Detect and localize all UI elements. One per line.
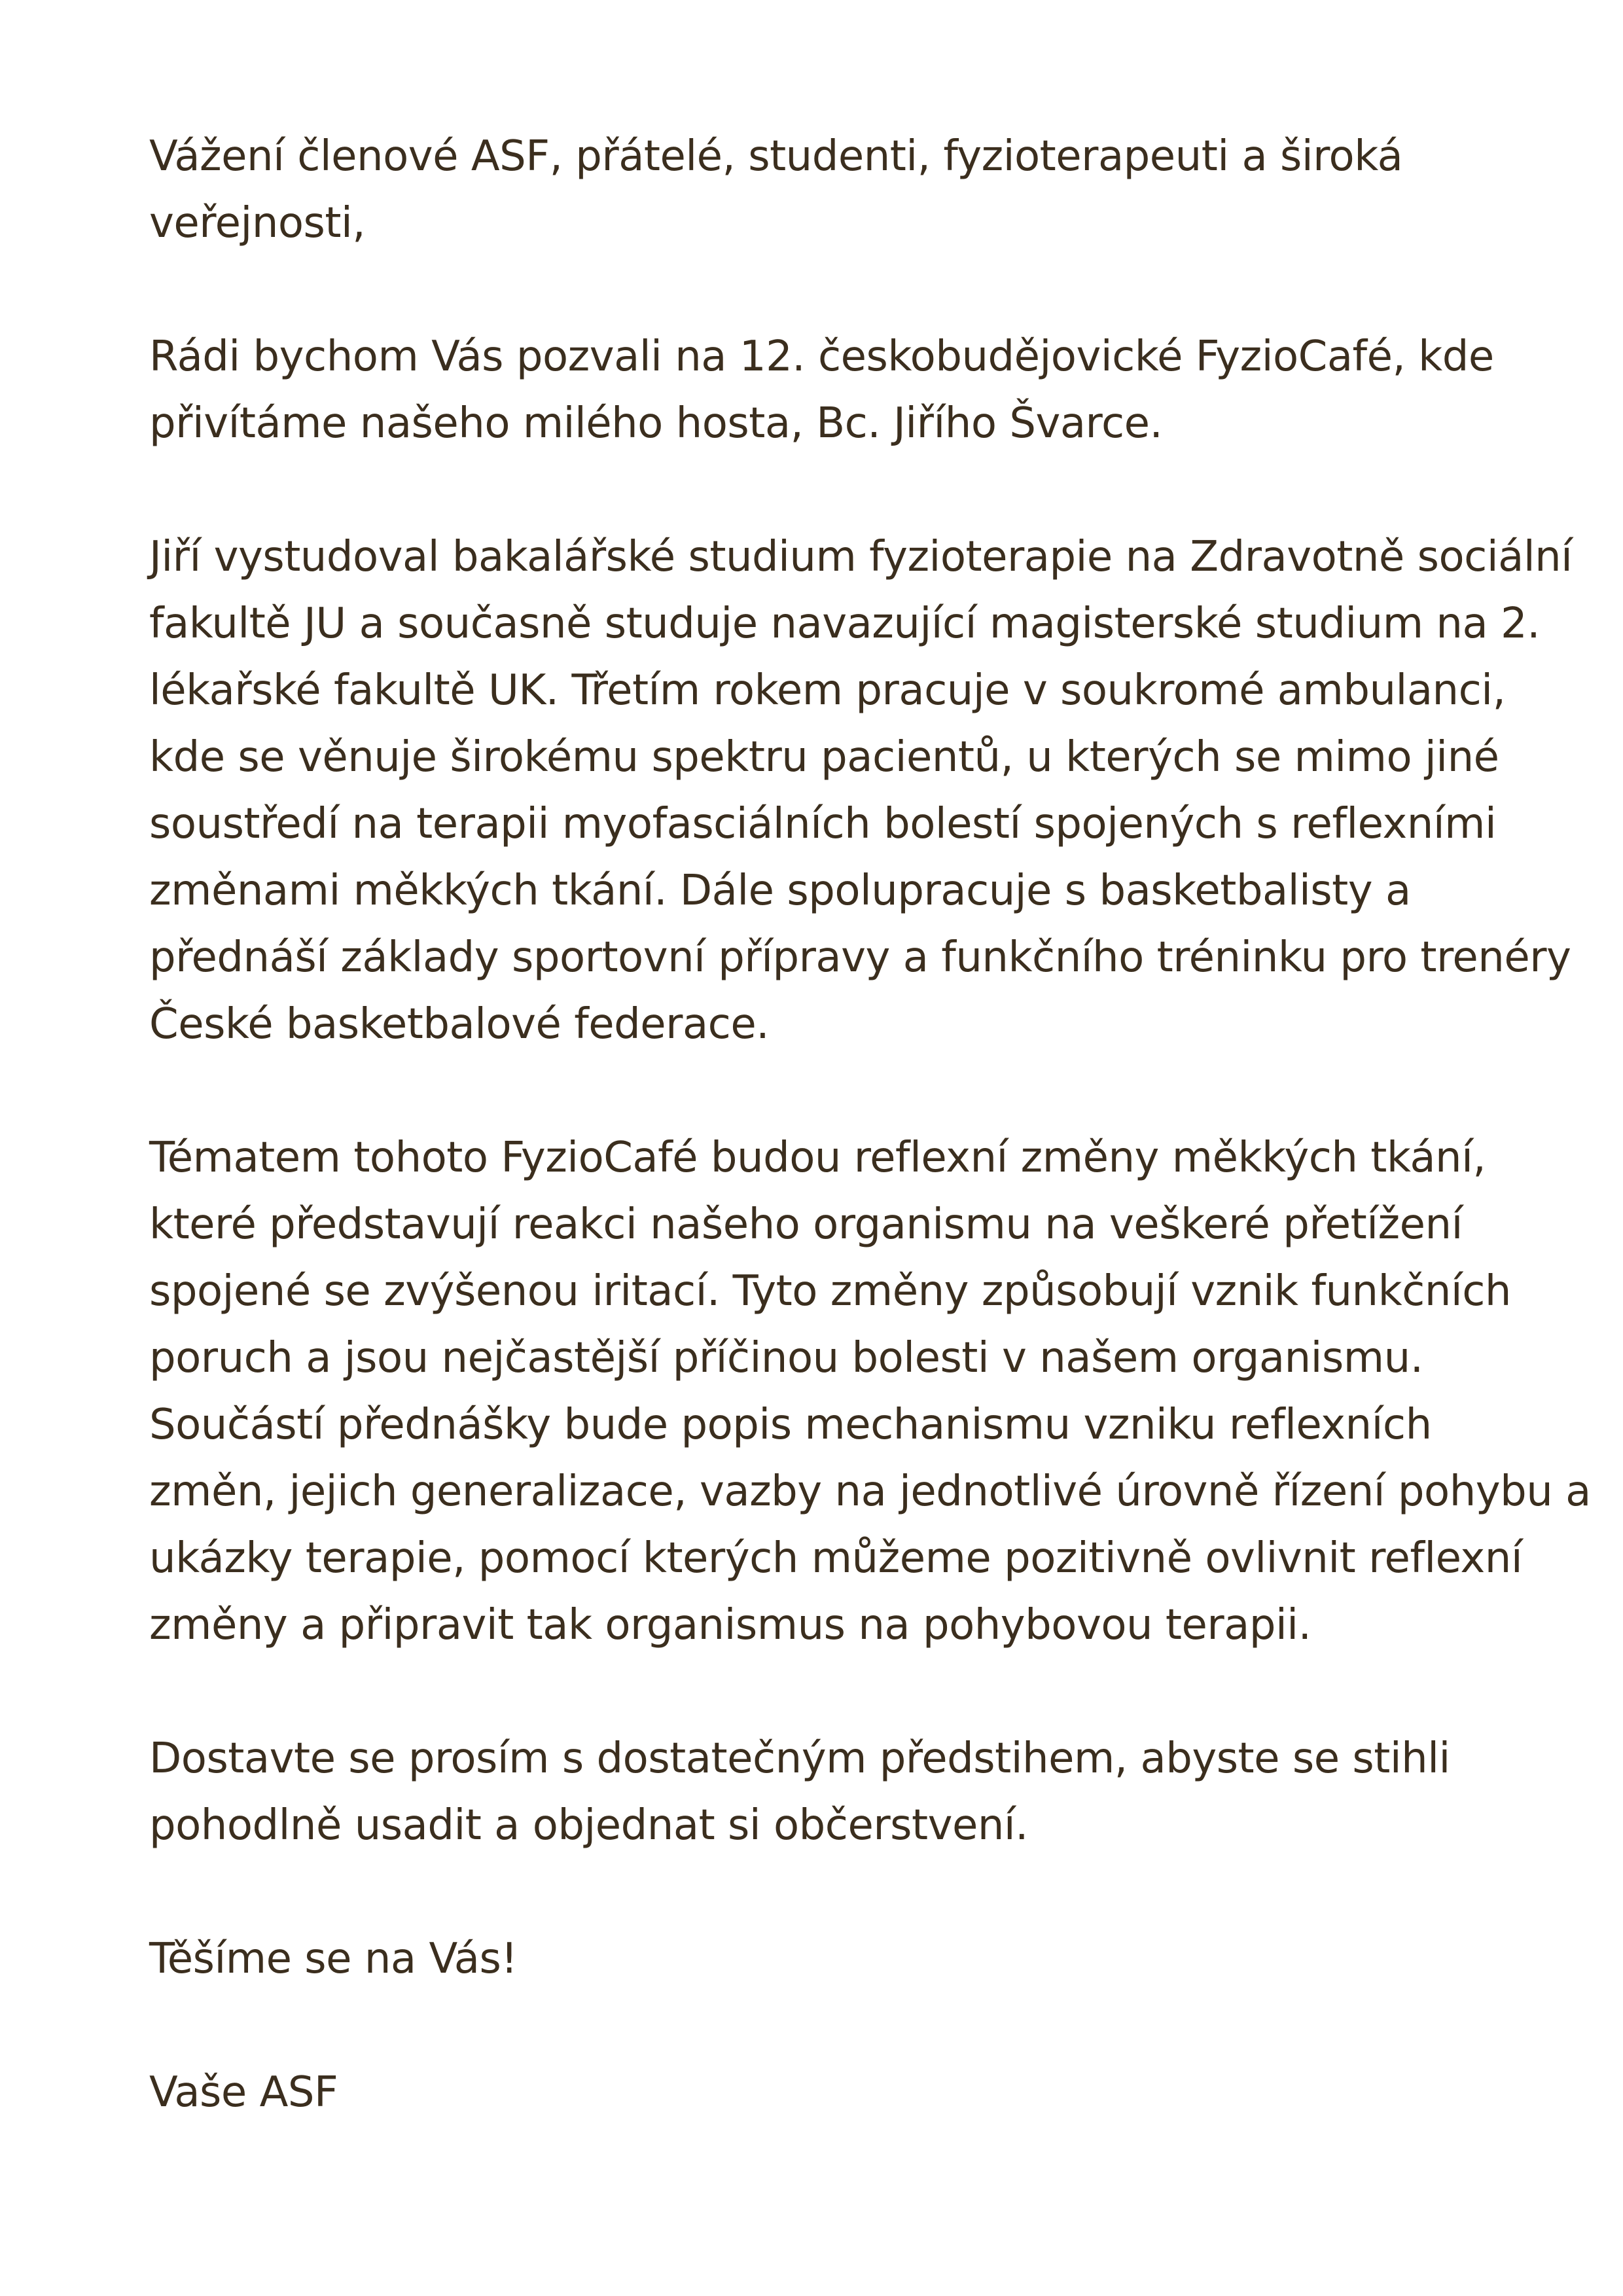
- text-line: změn, jejich generalizace, vazby na jednotlivé úrovně řízení pohybu a: [149, 1467, 1591, 1516]
- text-line: které představují reakci našeho organismu na veškeré přetížení: [149, 1200, 1463, 1249]
- text-line: přivítáme našeho milého hosta, Bc. Jiřího Švarce.: [149, 399, 1163, 448]
- text-line: Jiří vystudoval bakalářské studium fyzioterapie na Zdravotně sociální: [149, 533, 1573, 581]
- text-line: Součástí přednášky bude popis mechanismu vzniku reflexních: [149, 1401, 1432, 1449]
- text-line: lékařské fakultě UK. Třetím rokem pracuje v soukromé ambulanci,: [149, 666, 1506, 715]
- text-line: Rádi bychom Vás pozvali na 12. českobudějovické FyzioCafé, kde: [149, 332, 1494, 381]
- text-line: změnami měkkých tkání. Dále spolupracuje s basketbalisty a: [149, 867, 1411, 915]
- arrival-note-paragraph: [149, 1725, 1524, 1859]
- text-line: Tématem tohoto FyzioCafé budou reflexní změny měkkých tkání,: [149, 1134, 1486, 1182]
- text-line: Vaše ASF: [149, 2068, 338, 2117]
- text-line: poruch a jsou nejčastější příčinou bolesti v našem organismu.: [149, 1334, 1423, 1382]
- text-line: soustředí na terapii myofasciálních bolestí spojených s reflexními: [149, 800, 1497, 848]
- text-line: pohodlně usadit a objednat si občerstvení.: [149, 1801, 1028, 1850]
- topic-paragraph: [149, 1124, 1591, 1659]
- signature-paragraph: [149, 2059, 1524, 2126]
- text-line: přednáší základy sportovní přípravy a funkčního tréninku pro trenéry: [149, 933, 1571, 982]
- text-line: fakultě JU a současně studuje navazující magisterské studium na 2.: [149, 600, 1541, 648]
- text-line: ukázky terapie, pomocí kterých můžeme pozitivně ovlivnit reflexní: [149, 1534, 1523, 1583]
- speaker-bio-paragraph: [149, 524, 1573, 1058]
- closing-paragraph: [149, 1926, 1524, 1992]
- letter-body: [149, 123, 1591, 2126]
- greeting-paragraph: [149, 123, 1524, 257]
- text-line: změny a připravit tak organismus na pohybovou terapii.: [149, 1601, 1311, 1649]
- text-line: spojené se zvýšenou iritací. Tyto změny způsobují vznik funkčních: [149, 1267, 1511, 1316]
- text-line: kde se věnuje širokému spektru pacientů, u kterých se mimo jiné: [149, 733, 1499, 781]
- invitation-paragraph: [149, 323, 1524, 457]
- text-line: veřejnosti,: [149, 199, 366, 247]
- text-line: Dostavte se prosím s dostatečným předstihem, abyste se stihli: [149, 1734, 1450, 1783]
- text-line: Vážení členové ASF, přátelé, studenti, fyzioterapeuti a široká: [149, 132, 1403, 181]
- text-line: Těšíme se na Vás!: [149, 1935, 518, 1983]
- text-line: České basketbalové federace.: [149, 1000, 770, 1049]
